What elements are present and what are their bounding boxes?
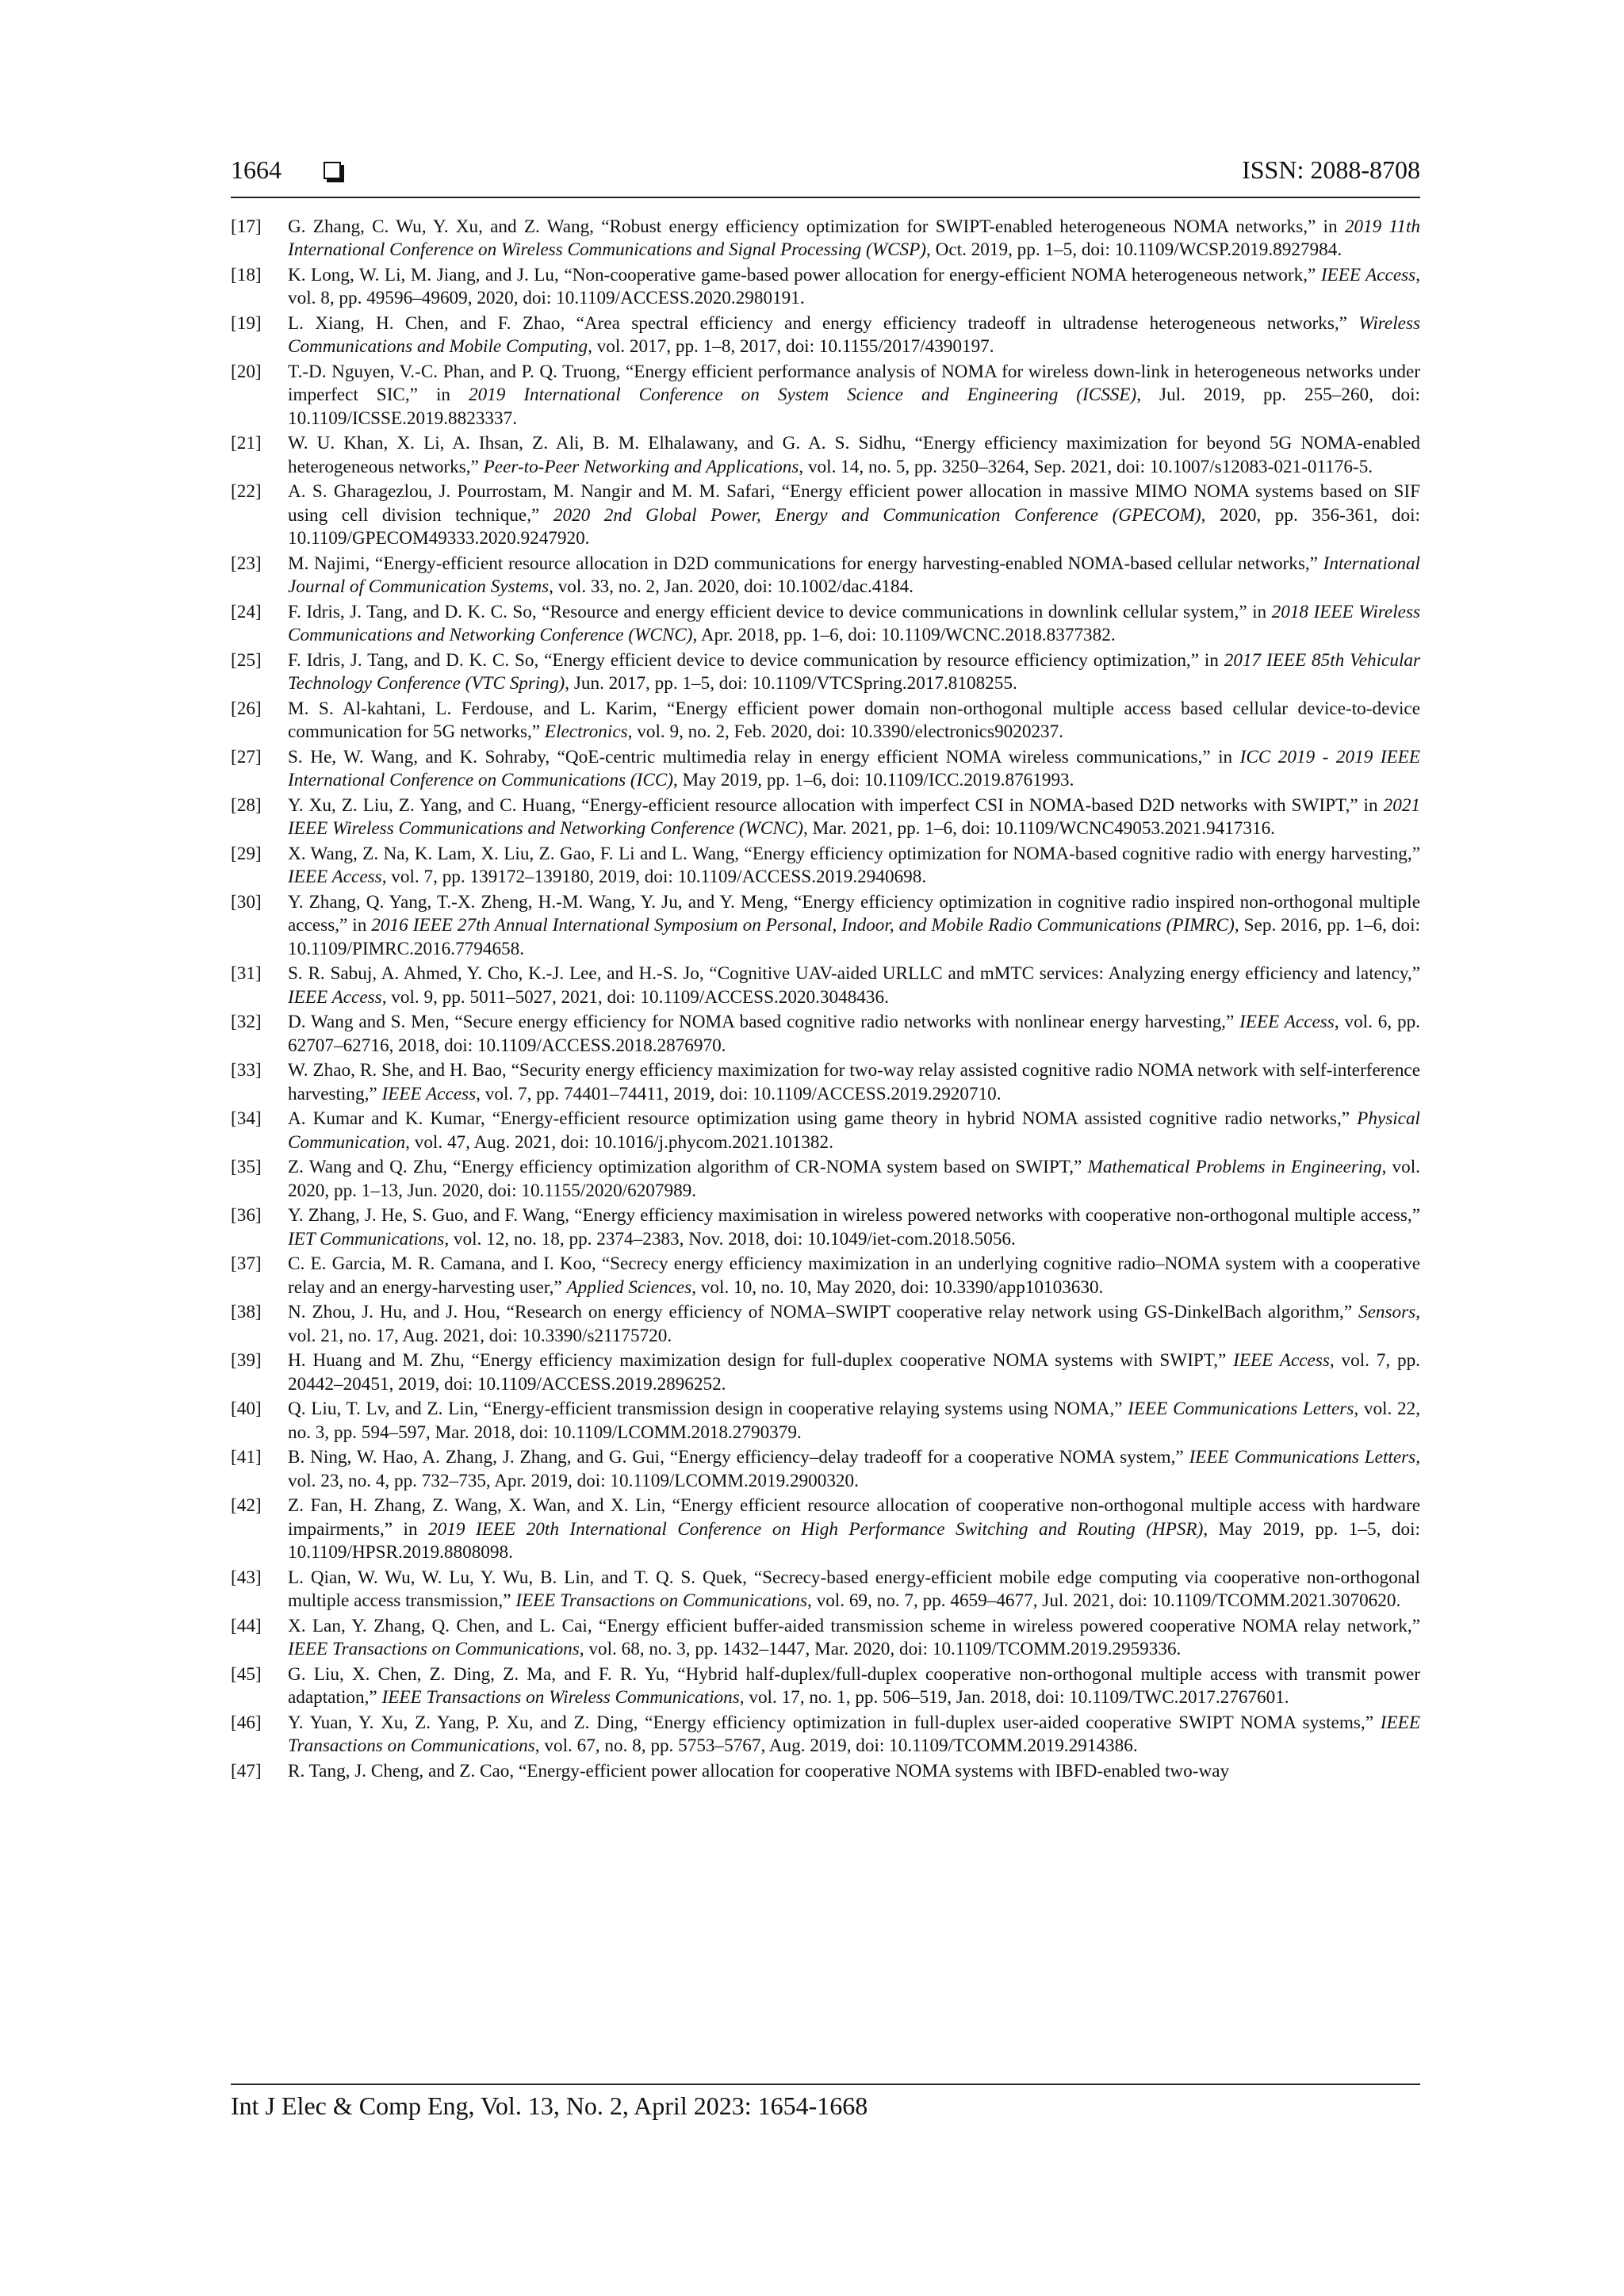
reference-item (231, 1108, 1420, 1154)
reference-number: [18] (231, 265, 262, 285)
reference-details: , vol. 21, no. 17, Aug. 2021, doi: 10.3390/s21175720. (288, 1302, 1420, 1346)
reference-item (231, 1494, 1420, 1564)
reference-details: , vol. 69, no. 7, pp. 4659–4677, Jul. 2021, doi: 10.1109/TCOMM.2021.3070620. (807, 1590, 1401, 1612)
reference-authors-title: M. S. Al-kahtani, L. Ferdouse, and L. Karim, “Energy efficient power domain non-orthogonal multiple access based cellular device-to-device communication for 5G networks,” (288, 698, 1420, 743)
reference-number: [46] (231, 1712, 262, 1733)
reference-number: [24] (231, 601, 262, 622)
reference-text (288, 698, 1420, 744)
reference-authors-title: F. Idris, J. Tang, and D. K. C. So, “Energy efficient device to device communication by resource efficiency optimization,” in (288, 649, 1224, 671)
reference-number: [42] (231, 1495, 262, 1517)
reference-number: [19] (231, 313, 262, 334)
reference-number: [27] (231, 746, 262, 767)
reference-venue: Wireless Communications and Mobile Computing (288, 313, 1420, 358)
reference-text (288, 264, 1420, 311)
reference-venue: 2016 IEEE 27th Annual International Symposium on Personal, Indoor, and Mobile Radio Communications (PIMRC) (371, 915, 1235, 936)
reference-number: [22] (231, 481, 262, 503)
reference-item (231, 312, 1420, 359)
reference-authors-title: D. Wang and S. Men, “Secure energy efficiency for NOMA based cognitive radio networks with nonlinear energy harvesting,” (288, 1012, 1240, 1033)
reference-number: [29] (231, 843, 262, 864)
reference-details: , vol. 47, Aug. 2021, doi: 10.1016/j.phycom.2021.101382. (405, 1131, 833, 1153)
reference-item (231, 649, 1420, 696)
reference-item (231, 1663, 1420, 1710)
reference-number: [26] (231, 698, 262, 719)
reference-venue: Mathematical Problems in Engineering (1087, 1157, 1382, 1178)
reference-venue: IEEE Access (1239, 1012, 1335, 1033)
reference-text (288, 1011, 1420, 1058)
reference-authors-title: A. S. Gharagezlou, J. Pourrostam, M. Nangir and M. M. Safari, “Energy efficient power allocation in massive MIMO NOMA systems based on SIF using cell division technique,” (288, 481, 1420, 526)
reference-text (288, 1663, 1420, 1710)
reference-details: , vol. 10, no. 10, May 2020, doi: 10.3390/app10103630. (691, 1276, 1104, 1298)
reference-number: [35] (231, 1157, 262, 1178)
reference-venue: 2018 IEEE Wireless Communications and Networking Conference (WCNC) (288, 601, 1420, 646)
reference-item (231, 746, 1420, 793)
reference-item (231, 698, 1420, 744)
reference-item (231, 601, 1420, 648)
reference-authors-title: Z. Wang and Q. Zhu, “Energy efficiency optimization algorithm of CR-NOMA system based on SWIPT,” (288, 1157, 1088, 1178)
reference-text (288, 1567, 1420, 1613)
reference-details: , vol. 23, no. 4, pp. 732–735, Apr. 2019, doi: 10.1109/LCOMM.2019.2900320. (288, 1447, 1420, 1491)
reference-authors-title: Y. Yuan, Y. Xu, Z. Yang, P. Xu, and Z. Ding, “Energy efficiency optimization in full-duplex user-aided cooperative SWIPT NOMA systems,” (288, 1712, 1381, 1733)
reference-authors-title: Y. Zhang, Q. Yang, T.-X. Zheng, H.-M. Wang, Y. Ju, and Y. Meng, “Energy efficiency optimization in cognitive radio inspired non-orthogonal multiple access,” in (288, 891, 1420, 936)
reference-item (231, 1446, 1420, 1493)
reference-details: , May 2019, pp. 1–6, doi: 10.1109/ICC.2019.8761993. (673, 770, 1074, 791)
reference-item (231, 1398, 1420, 1445)
reference-venue: IEEE Transactions on Communications (515, 1590, 808, 1612)
reference-authors-title: Y. Zhang, J. He, S. Guo, and F. Wang, “Energy efficiency maximisation in wireless powered networks with cooperative non-orthogonal multiple access,” (288, 1205, 1420, 1226)
reference-details: , vol. 7, pp. 74401–74411, 2019, doi: 10.1109/ACCESS.2019.2920710. (476, 1083, 1002, 1104)
reference-number: [28] (231, 794, 262, 816)
reference-item (231, 553, 1420, 599)
reference-authors-title: T.-D. Nguyen, V.-C. Phan, and P. Q. Truong, “Energy efficient performance analysis of NOMA for wireless down-link in heterogeneous networks under imperfect SIC,” in (288, 362, 1420, 406)
reference-text (288, 1301, 1420, 1348)
reference-number: [38] (231, 1302, 262, 1323)
page-footer (231, 2084, 1420, 2120)
reference-item (231, 1156, 1420, 1203)
reference-venue: Electronics (544, 721, 628, 743)
reference-authors-title: W. U. Khan, X. Li, A. Ihsan, Z. Ali, B. M. Elhalawany, and G. A. S. Sidhu, “Energy efficiency maximization for beyond 5G NOMA-enabled heterogeneous networks,” (288, 433, 1420, 477)
reference-details: , May 2019, pp. 1–5, doi: 10.1109/HPSR.2019.8808098. (288, 1518, 1421, 1563)
reference-details: , vol. 14, no. 5, pp. 3250–3264, Sep. 2021, doi: 10.1007/s12083-021-01176-5. (799, 456, 1373, 477)
reference-text (288, 962, 1420, 1009)
reference-text (288, 553, 1420, 599)
reference-text (288, 843, 1420, 890)
reference-venue: IEEE Access (1233, 1350, 1330, 1372)
reference-text (288, 1615, 1420, 1662)
reference-text (288, 1204, 1420, 1251)
reference-details: , vol. 67, no. 8, pp. 5753–5767, Aug. 2019, doi: 10.1109/TCOMM.2019.2914386. (534, 1735, 1138, 1757)
reference-venue: 2020 2nd Global Power, Energy and Communication Conference (GPECOM), (553, 504, 1206, 526)
reference-venue: Applied Sciences (566, 1276, 692, 1298)
reference-number: [30] (231, 891, 262, 913)
reference-details: , Jun. 2017, pp. 1–5, doi: 10.1109/VTCSpring.2017.8108255. (565, 673, 1017, 695)
reference-item (231, 480, 1420, 550)
reference-authors-title: F. Idris, J. Tang, and D. K. C. So, “Resource and energy efficient device to device communications in downlink cellular system,” in (288, 601, 1272, 622)
reference-details: , Sep. 2016, pp. 1–6, doi: 10.1109/PIMRC.2016.7794658. (288, 915, 1420, 959)
reference-item (231, 1253, 1420, 1299)
reference-venue: 2021 IEEE Wireless Communications and Networking Conference (WCNC) (288, 794, 1420, 840)
reference-venue: 2019 International Conference on System Science and Engineering (ICSSE) (468, 385, 1137, 406)
reference-text (288, 1494, 1420, 1564)
reference-item (231, 843, 1420, 890)
reference-details: , vol. 33, no. 2, Jan. 2020, doi: 10.1002/dac.4184. (549, 576, 914, 598)
reference-authors-title: S. R. Sabuj, A. Ahmed, Y. Cho, K.-J. Lee, and H.-S. Jo, “Cognitive UAV-aided URLLC and mMTC services: Analyzing energy efficiency and latency,” (288, 963, 1420, 985)
reference-item (231, 1349, 1420, 1396)
reference-authors-title: G. Zhang, C. Wu, Y. Xu, and Z. Wang, “Robust energy efficiency optimization for SWIPT-enabled heterogeneous NOMA networks,” in (288, 216, 1345, 237)
reference-number: [36] (231, 1205, 262, 1226)
reference-number: [17] (231, 216, 262, 237)
reference-number: [41] (231, 1447, 262, 1468)
reference-text (288, 1760, 1420, 1783)
reference-item (231, 794, 1420, 841)
reference-details: , vol. 9, no. 2, Feb. 2020, doi: 10.3390/electronics9020237. (627, 721, 1064, 743)
reference-number: [39] (231, 1350, 262, 1372)
reference-details: , vol. 68, no. 3, pp. 1432–1447, Mar. 2020, doi: 10.1109/TCOMM.2019.2959336. (579, 1639, 1182, 1660)
reference-venue: ICC 2019 - 2019 IEEE International Conference on Communications (ICC) (288, 746, 1420, 791)
reference-text (288, 891, 1420, 961)
reference-item (231, 361, 1420, 430)
reference-item (231, 1760, 1420, 1783)
reference-number: [21] (231, 433, 262, 454)
reference-text (288, 1446, 1420, 1493)
reference-text (288, 480, 1420, 550)
reference-authors-title: R. Tang, J. Cheng, and Z. Cao, “Energy-efficient power allocation for cooperative NOMA systems with IBFD-enabled two-way (288, 1760, 1230, 1781)
reference-number: [32] (231, 1012, 262, 1033)
reference-text (288, 361, 1420, 430)
reference-item (231, 1301, 1420, 1348)
reference-item (231, 1011, 1420, 1058)
page-number: 1664 (231, 155, 282, 184)
issn-label: ISSN: 2088-8708 (1242, 155, 1420, 184)
reference-text (288, 601, 1420, 648)
reference-number: [33] (231, 1060, 262, 1081)
reference-authors-title: L. Xiang, H. Chen, and F. Zhao, “Area spectral efficiency and energy efficiency tradeoff in ultradense heterogeneous networks,” (288, 313, 1359, 334)
reference-details: , vol. 6, pp. 62707–62716, 2018, doi: 10.1109/ACCESS.2018.2876970. (288, 1012, 1420, 1056)
reference-text (288, 1059, 1420, 1106)
reference-details: , vol. 12, no. 18, pp. 2374–2383, Nov. 2018, doi: 10.1049/iet-com.2018.5056. (444, 1228, 1016, 1249)
reference-authors-title: K. Long, W. Li, M. Jiang, and J. Lu, “Non-cooperative game-based power allocation for energy-efficient NOMA heterogeneous network,” (288, 265, 1321, 285)
reference-venue: IEEE Transactions on Communications (288, 1712, 1420, 1757)
reference-details: , vol. 2017, pp. 1–8, 2017, doi: 10.1155/2017/4390197. (588, 336, 994, 358)
reference-number: [40] (231, 1399, 262, 1420)
reference-item (231, 432, 1420, 479)
reference-number: [43] (231, 1567, 262, 1588)
reference-authors-title: H. Huang and M. Zhu, “Energy efficiency maximization design for full-duplex cooperative NOMA systems with SWIPT,” (288, 1350, 1234, 1372)
reference-text (288, 216, 1420, 262)
reference-item (231, 891, 1420, 961)
reference-text (288, 1349, 1420, 1396)
reference-authors-title: X. Wang, Z. Na, K. Lam, X. Liu, Z. Gao, F. Li and L. Wang, “Energy efficiency optimization for NOMA-based cognitive radio with energy harvesting,” (288, 843, 1420, 864)
reference-venue: IEEE Communications Letters (1128, 1399, 1354, 1420)
reference-text (288, 432, 1420, 479)
reference-authors-title: A. Kumar and K. Kumar, “Energy-efficient resource optimization using game theory in hybrid NOMA assisted cognitive radio networks,” (288, 1108, 1358, 1130)
reference-authors-title: Z. Fan, H. Zhang, Z. Wang, X. Wan, and X. Lin, “Energy efficient resource allocation of cooperative non-orthogonal multiple access with hardware impairments,” in (288, 1495, 1420, 1540)
reference-details: , Apr. 2018, pp. 1–6, doi: 10.1109/WCNC.2018.8377382. (692, 625, 1116, 646)
reference-item (231, 1615, 1420, 1662)
reference-authors-title: Q. Liu, T. Lv, and Z. Lin, “Energy-efficient transmission design in cooperative relaying systems using NOMA,” (288, 1399, 1128, 1420)
reference-number: [23] (231, 553, 262, 574)
reference-venue: IEEE Transactions on Communications (288, 1639, 580, 1660)
reference-details: , Oct. 2019, pp. 1–5, doi: 10.1109/WCSP.2019.8927984. (926, 239, 1342, 261)
reference-venue: 2019 IEEE 20th International Conference on High Performance Switching and Routing (HPSR) (428, 1518, 1204, 1540)
reference-details: , vol. 7, pp. 20442–20451, 2019, doi: 10.1109/ACCESS.2019.2896252. (288, 1350, 1420, 1395)
reference-item (231, 1059, 1420, 1106)
reference-number: [31] (231, 963, 262, 985)
reference-number: [45] (231, 1663, 262, 1685)
journal-citation: Int J Elec & Comp Eng, Vol. 13, No. 2, April 2023: 1654-1668 (231, 2091, 868, 2120)
reference-venue: International Journal of Communication Systems (288, 553, 1420, 598)
reference-venue: IEEE Communications Letters (1189, 1447, 1416, 1468)
reference-venue: IEEE Access (288, 986, 382, 1008)
reference-venue: 2017 IEEE 85th Vehicular Technology Conference (VTC Spring) (288, 649, 1420, 695)
reference-item (231, 1567, 1420, 1613)
reference-authors-title: W. Zhao, R. She, and H. Bao, “Security energy efficiency maximization for two-way relay assisted cognitive radio NOMA network with self-interference harvesting,” (288, 1060, 1420, 1104)
reference-details: , vol. 17, no. 1, pp. 506–519, Jan. 2018, doi: 10.1109/TWC.2017.2767601. (739, 1687, 1289, 1709)
reference-details: , Jul. 2019, pp. 255–260, doi: 10.1109/ICSSE.2019.8823337. (288, 385, 1420, 429)
reference-authors-title: M. Najimi, “Energy-efficient resource allocation in D2D communications for energy harvesting-enabled NOMA-based cellular networks,” (288, 553, 1323, 574)
reference-text (288, 1253, 1420, 1299)
reference-venue: IET Communications (288, 1228, 445, 1249)
reference-venue: Peer-to-Peer Networking and Applications (483, 456, 799, 477)
reference-venue: 2019 11th International Conference on Wireless Communications and Signal Processing (WCSP) (288, 216, 1420, 261)
reference-item (231, 1712, 1420, 1758)
reference-number: [37] (231, 1253, 262, 1275)
reference-authors-title: L. Qian, W. Wu, W. Lu, Y. Wu, B. Lin, and T. Q. S. Quek, “Secrecy-based energy-efficient mobile edge computing via cooperative non-orthogonal multiple access transmission,” (288, 1567, 1420, 1612)
reference-details: , vol. 2020, pp. 1–13, Jun. 2020, doi: 10.1155/2020/6207989. (288, 1157, 1420, 1201)
reference-number: [20] (231, 362, 262, 382)
reference-text (288, 1108, 1420, 1154)
reference-text (288, 794, 1420, 841)
reference-text (288, 1712, 1420, 1758)
reference-item (231, 264, 1420, 311)
reference-details: , Mar. 2021, pp. 1–6, doi: 10.1109/WCNC49053.2021.9417316. (803, 818, 1275, 840)
page-header (231, 152, 1420, 198)
reference-text (288, 649, 1420, 696)
reference-list (231, 216, 1420, 1785)
reference-authors-title: G. Liu, X. Chen, Z. Ding, Z. Ma, and F. R. Yu, “Hybrid half-duplex/full-duplex cooperative non-orthogonal multiple access with transmit power adaptation,” (288, 1663, 1420, 1709)
reference-number: [44] (231, 1615, 262, 1636)
reference-authors-title: S. He, W. Wang, and K. Sohraby, “QoE-centric multimedia relay in energy efficient NOMA wireless communications,” in (288, 746, 1240, 767)
reference-venue: IEEE Transactions on Wireless Communications (381, 1687, 740, 1709)
reference-text (288, 1398, 1420, 1445)
reference-details: , vol. 22, no. 3, pp. 594–597, Mar. 2018, doi: 10.1109/LCOMM.2018.2790379. (288, 1399, 1420, 1443)
reference-text (288, 1156, 1420, 1203)
reference-authors-title: C. E. Garcia, M. R. Camana, and I. Koo, “Secrecy energy efficiency maximization in an underlying cognitive radio–NOMA system with a cooperative relay and an energy-harvesting user,” (288, 1253, 1420, 1298)
reference-venue: IEEE Access (381, 1083, 477, 1104)
reference-item (231, 962, 1420, 1009)
reference-venue: Physical Communication (288, 1108, 1420, 1153)
reference-item (231, 1204, 1420, 1251)
reference-details: , vol. 9, pp. 5011–5027, 2021, doi: 10.1109/ACCESS.2020.3048436. (381, 986, 889, 1008)
reference-number: [47] (231, 1760, 262, 1781)
reference-number: [25] (231, 649, 262, 671)
reference-number: [34] (231, 1108, 262, 1130)
reference-venue: Sensors (1358, 1302, 1416, 1323)
reference-authors-title: N. Zhou, J. Hu, and J. Hou, “Research on energy efficiency of NOMA–SWIPT cooperative relay network using GS-DinkelBach algorithm,” (288, 1302, 1359, 1323)
reference-details: , vol. 7, pp. 139172–139180, 2019, doi: 10.1109/ACCESS.2019.2940698. (381, 867, 927, 888)
reference-venue: IEEE Access (288, 867, 382, 888)
reference-venue: IEEE Access (1320, 265, 1416, 285)
reference-authors-title: X. Lan, Y. Zhang, Q. Chen, and L. Cai, “Energy efficient buffer-aided transmission scheme in wireless powered cooperative NOMA relay network,” (288, 1615, 1420, 1636)
reference-text (288, 312, 1420, 359)
reference-authors-title: B. Ning, W. Hao, A. Zhang, J. Zhang, and G. Gui, “Energy efficiency–delay tradeoff for a cooperative NOMA system,” (288, 1447, 1189, 1468)
reference-details: 2020, pp. 356-361, doi: 10.1109/GPECOM49333.2020.9247920. (288, 504, 1420, 549)
reference-details: , vol. 8, pp. 49596–49609, 2020, doi: 10.1109/ACCESS.2020.2980191. (288, 265, 1420, 309)
reference-item (231, 216, 1420, 262)
reference-authors-title: Y. Xu, Z. Liu, Z. Yang, and C. Huang, “Energy-efficient resource allocation with imperfect CSI in NOMA-based D2D networks with SWIPT,” in (288, 794, 1384, 816)
reference-text (288, 746, 1420, 793)
square-box-icon (324, 162, 341, 179)
